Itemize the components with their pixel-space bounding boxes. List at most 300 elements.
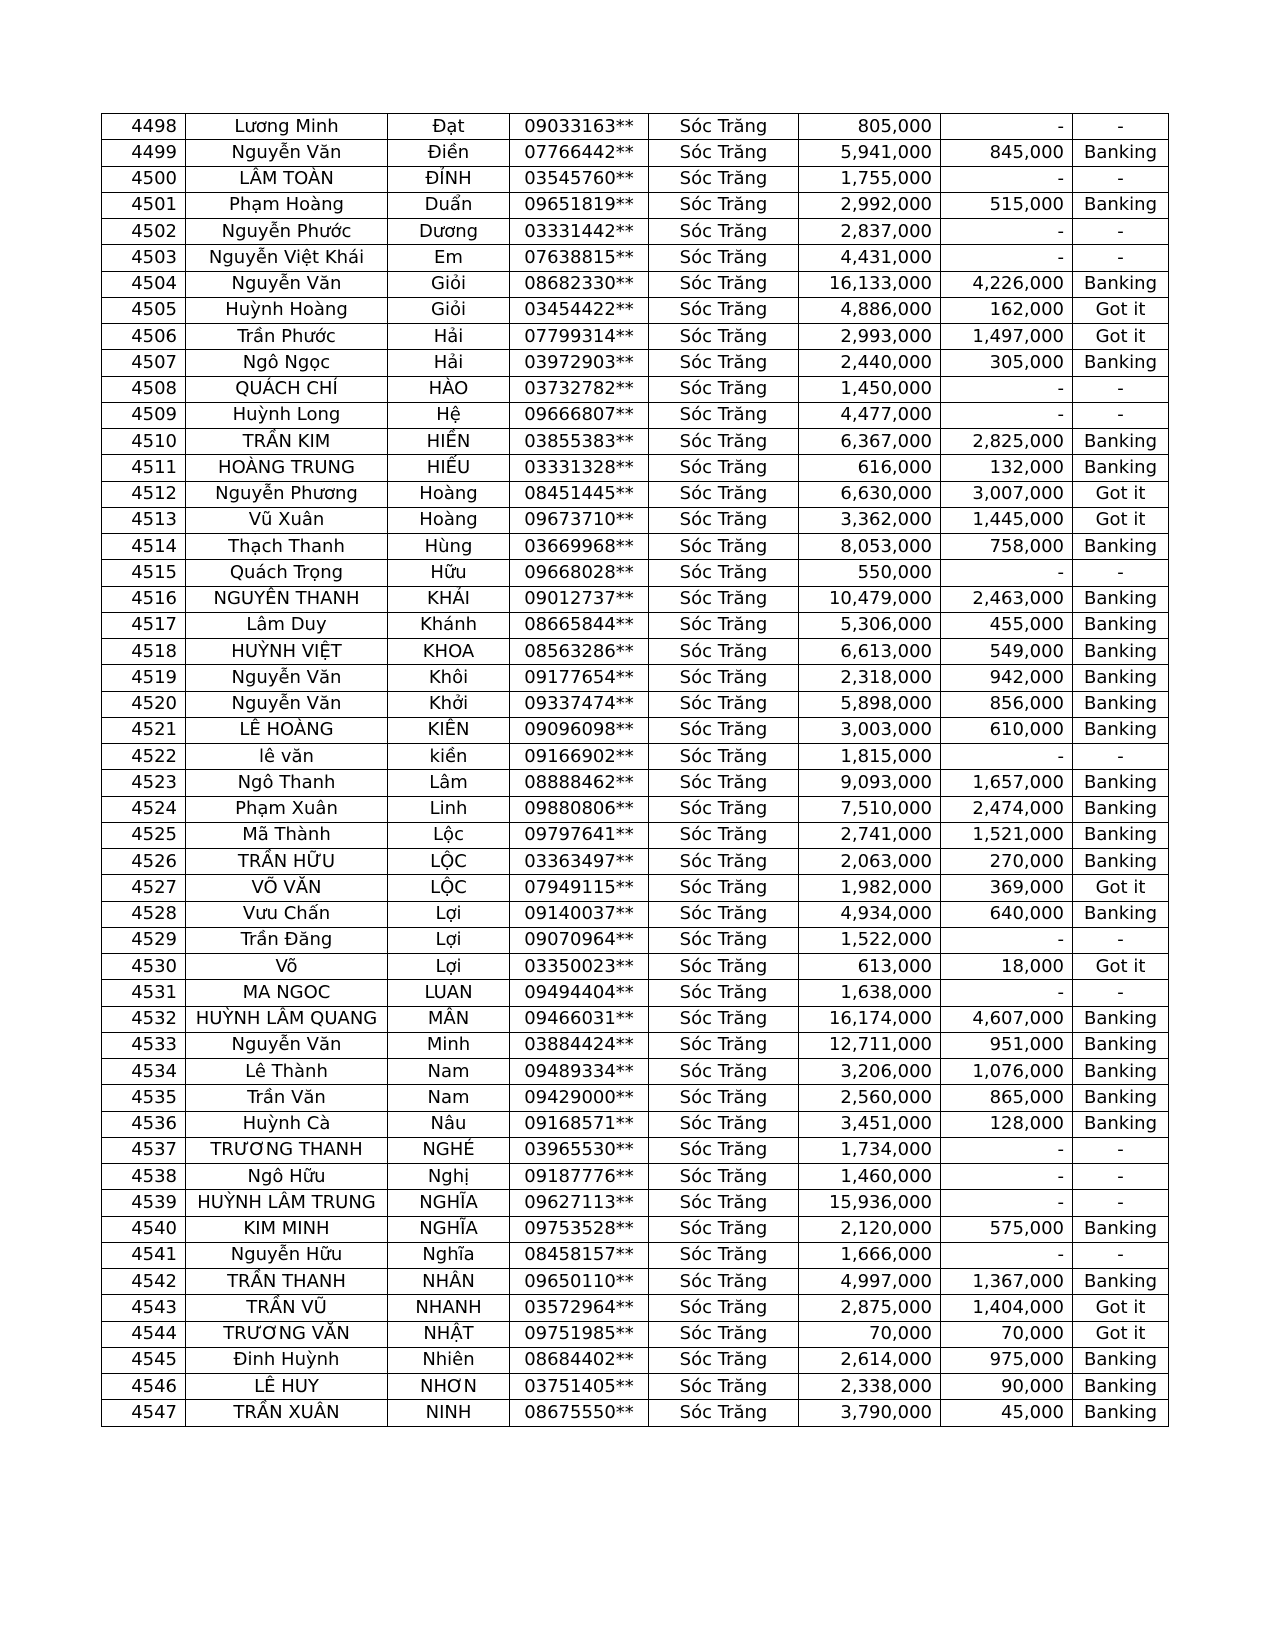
province-cell: Sóc Trăng: [649, 1006, 799, 1032]
last-name-cell: MẪN: [388, 1006, 510, 1032]
payment-method-cell: Banking: [1073, 639, 1169, 665]
total-amount-cell: 3,362,000: [799, 507, 941, 533]
paid-amount-cell: 4,607,000: [941, 1006, 1073, 1032]
last-name-cell: Lâm: [388, 770, 510, 796]
province-cell: Sóc Trăng: [649, 114, 799, 140]
first-name-cell: TRẦN KIM: [186, 429, 388, 455]
total-amount-cell: 2,120,000: [799, 1216, 941, 1242]
payment-method-cell: Got it: [1073, 954, 1169, 980]
table-row: [102, 1190, 1169, 1216]
row-number-cell: 4525: [102, 822, 186, 848]
first-name-cell: Quách Trọng: [186, 560, 388, 586]
phone-cell: 09650110**: [510, 1269, 649, 1295]
payment-method-cell: Got it: [1073, 297, 1169, 323]
row-number-cell: 4509: [102, 402, 186, 428]
province-cell: Sóc Trăng: [649, 166, 799, 192]
table-row: [102, 1059, 1169, 1085]
province-cell: Sóc Trăng: [649, 402, 799, 428]
last-name-cell: Điền: [388, 140, 510, 166]
total-amount-cell: 7,510,000: [799, 796, 941, 822]
payment-method-cell: Banking: [1073, 271, 1169, 297]
last-name-cell: Linh: [388, 796, 510, 822]
last-name-cell: NHƠN: [388, 1374, 510, 1400]
table-row: [102, 1374, 1169, 1400]
province-cell: Sóc Trăng: [649, 1400, 799, 1426]
phone-cell: 07799314**: [510, 324, 649, 350]
payment-method-cell: Banking: [1073, 429, 1169, 455]
paid-amount-cell: -: [941, 376, 1073, 402]
phone-cell: 03972903**: [510, 350, 649, 376]
data-table: [101, 113, 1169, 1427]
row-number-cell: 4534: [102, 1059, 186, 1085]
paid-amount-cell: 1,445,000: [941, 507, 1073, 533]
province-cell: Sóc Trăng: [649, 639, 799, 665]
total-amount-cell: 3,003,000: [799, 717, 941, 743]
table-row: [102, 849, 1169, 875]
province-cell: Sóc Trăng: [649, 586, 799, 612]
total-amount-cell: 4,477,000: [799, 402, 941, 428]
paid-amount-cell: -: [941, 114, 1073, 140]
last-name-cell: Lợi: [388, 901, 510, 927]
row-number-cell: 4543: [102, 1295, 186, 1321]
paid-amount-cell: -: [941, 980, 1073, 1006]
province-cell: Sóc Trăng: [649, 849, 799, 875]
first-name-cell: TRƯƠNG THANH: [186, 1137, 388, 1163]
last-name-cell: KIÊN: [388, 717, 510, 743]
province-cell: Sóc Trăng: [649, 560, 799, 586]
phone-cell: 09429000**: [510, 1085, 649, 1111]
payment-method-cell: -: [1073, 114, 1169, 140]
province-cell: Sóc Trăng: [649, 429, 799, 455]
paid-amount-cell: 1,404,000: [941, 1295, 1073, 1321]
first-name-cell: Trần Văn: [186, 1085, 388, 1111]
total-amount-cell: 1,982,000: [799, 875, 941, 901]
paid-amount-cell: 45,000: [941, 1400, 1073, 1426]
table-row: [102, 822, 1169, 848]
first-name-cell: KIM MINH: [186, 1216, 388, 1242]
phone-cell: 09070964**: [510, 927, 649, 953]
total-amount-cell: 9,093,000: [799, 770, 941, 796]
phone-cell: 03572964**: [510, 1295, 649, 1321]
row-number-cell: 4537: [102, 1137, 186, 1163]
paid-amount-cell: 610,000: [941, 717, 1073, 743]
paid-amount-cell: 455,000: [941, 612, 1073, 638]
province-cell: Sóc Trăng: [649, 350, 799, 376]
payment-method-cell: Banking: [1073, 770, 1169, 796]
phone-cell: 03331328**: [510, 455, 649, 481]
row-number-cell: 4511: [102, 455, 186, 481]
province-cell: Sóc Trăng: [649, 534, 799, 560]
phone-cell: 08563286**: [510, 639, 649, 665]
row-number-cell: 4535: [102, 1085, 186, 1111]
phone-cell: 09140037**: [510, 901, 649, 927]
last-name-cell: Nhiên: [388, 1347, 510, 1373]
payment-method-cell: -: [1073, 1137, 1169, 1163]
last-name-cell: LUAN: [388, 980, 510, 1006]
payment-method-cell: Banking: [1073, 612, 1169, 638]
paid-amount-cell: 1,657,000: [941, 770, 1073, 796]
phone-cell: 07638815**: [510, 245, 649, 271]
paid-amount-cell: 845,000: [941, 140, 1073, 166]
province-cell: Sóc Trăng: [649, 875, 799, 901]
first-name-cell: QUÁCH CHÍ: [186, 376, 388, 402]
last-name-cell: Hải: [388, 324, 510, 350]
table-row: [102, 744, 1169, 770]
first-name-cell: TRẦN THANH: [186, 1269, 388, 1295]
province-cell: Sóc Trăng: [649, 717, 799, 743]
last-name-cell: Minh: [388, 1032, 510, 1058]
first-name-cell: Đinh Huỳnh: [186, 1347, 388, 1373]
paid-amount-cell: 1,076,000: [941, 1059, 1073, 1085]
last-name-cell: LỘC: [388, 875, 510, 901]
paid-amount-cell: 128,000: [941, 1111, 1073, 1137]
row-number-cell: 4529: [102, 927, 186, 953]
table-row: [102, 665, 1169, 691]
row-number-cell: 4502: [102, 219, 186, 245]
payment-method-cell: Got it: [1073, 324, 1169, 350]
first-name-cell: LÂM TOÀN: [186, 166, 388, 192]
payment-method-cell: Banking: [1073, 586, 1169, 612]
last-name-cell: KHOA: [388, 639, 510, 665]
payment-method-cell: Banking: [1073, 455, 1169, 481]
row-number-cell: 4510: [102, 429, 186, 455]
first-name-cell: HUỲNH LÂM TRUNG: [186, 1190, 388, 1216]
paid-amount-cell: 2,825,000: [941, 429, 1073, 455]
total-amount-cell: 4,431,000: [799, 245, 941, 271]
phone-cell: 03855383**: [510, 429, 649, 455]
last-name-cell: Khởi: [388, 691, 510, 717]
payment-method-cell: Banking: [1073, 901, 1169, 927]
table-row: [102, 586, 1169, 612]
phone-cell: 09177654**: [510, 665, 649, 691]
last-name-cell: Khôi: [388, 665, 510, 691]
last-name-cell: Đạt: [388, 114, 510, 140]
total-amount-cell: 16,133,000: [799, 271, 941, 297]
first-name-cell: Trần Đăng: [186, 927, 388, 953]
total-amount-cell: 2,614,000: [799, 1347, 941, 1373]
payment-method-cell: Banking: [1073, 1269, 1169, 1295]
province-cell: Sóc Trăng: [649, 927, 799, 953]
payment-method-cell: Banking: [1073, 1059, 1169, 1085]
first-name-cell: Lương Minh: [186, 114, 388, 140]
row-number-cell: 4521: [102, 717, 186, 743]
first-name-cell: TRƯƠNG VĂN: [186, 1321, 388, 1347]
paid-amount-cell: 132,000: [941, 455, 1073, 481]
row-number-cell: 4522: [102, 744, 186, 770]
total-amount-cell: 2,063,000: [799, 849, 941, 875]
paid-amount-cell: 951,000: [941, 1032, 1073, 1058]
last-name-cell: Dương: [388, 219, 510, 245]
total-amount-cell: 4,997,000: [799, 1269, 941, 1295]
total-amount-cell: 1,815,000: [799, 744, 941, 770]
row-number-cell: 4504: [102, 271, 186, 297]
last-name-cell: Nghị: [388, 1164, 510, 1190]
table-row: [102, 717, 1169, 743]
table-row: [102, 1137, 1169, 1163]
phone-cell: 03884424**: [510, 1032, 649, 1058]
table-row: [102, 1295, 1169, 1321]
phone-cell: 09033163**: [510, 114, 649, 140]
phone-cell: 03965530**: [510, 1137, 649, 1163]
table-row: [102, 455, 1169, 481]
payment-method-cell: -: [1073, 402, 1169, 428]
first-name-cell: Nguyễn Phương: [186, 481, 388, 507]
row-number-cell: 4541: [102, 1242, 186, 1268]
table-row: [102, 376, 1169, 402]
last-name-cell: NHẬT: [388, 1321, 510, 1347]
table-row: [102, 980, 1169, 1006]
row-number-cell: 4508: [102, 376, 186, 402]
province-cell: Sóc Trăng: [649, 192, 799, 218]
total-amount-cell: 1,522,000: [799, 927, 941, 953]
last-name-cell: Lợi: [388, 927, 510, 953]
phone-cell: 09166902**: [510, 744, 649, 770]
phone-cell: 09337474**: [510, 691, 649, 717]
first-name-cell: Mã Thành: [186, 822, 388, 848]
row-number-cell: 4546: [102, 1374, 186, 1400]
phone-cell: 09489334**: [510, 1059, 649, 1085]
paid-amount-cell: 1,497,000: [941, 324, 1073, 350]
row-number-cell: 4520: [102, 691, 186, 717]
paid-amount-cell: -: [941, 166, 1073, 192]
phone-cell: 09880806**: [510, 796, 649, 822]
payment-method-cell: -: [1073, 1164, 1169, 1190]
last-name-cell: Giỏi: [388, 297, 510, 323]
first-name-cell: Ngô Ngọc: [186, 350, 388, 376]
payment-method-cell: -: [1073, 980, 1169, 1006]
province-cell: Sóc Trăng: [649, 1347, 799, 1373]
last-name-cell: Nam: [388, 1059, 510, 1085]
province-cell: Sóc Trăng: [649, 1164, 799, 1190]
row-number-cell: 4545: [102, 1347, 186, 1373]
row-number-cell: 4513: [102, 507, 186, 533]
payment-method-cell: Got it: [1073, 507, 1169, 533]
first-name-cell: Lâm Duy: [186, 612, 388, 638]
payment-method-cell: Banking: [1073, 665, 1169, 691]
payment-method-cell: Got it: [1073, 875, 1169, 901]
row-number-cell: 4498: [102, 114, 186, 140]
province-cell: Sóc Trăng: [649, 980, 799, 1006]
total-amount-cell: 550,000: [799, 560, 941, 586]
first-name-cell: HOÀNG TRUNG: [186, 455, 388, 481]
first-name-cell: Nguyễn Văn: [186, 691, 388, 717]
paid-amount-cell: 515,000: [941, 192, 1073, 218]
total-amount-cell: 2,318,000: [799, 665, 941, 691]
row-number-cell: 4528: [102, 901, 186, 927]
province-cell: Sóc Trăng: [649, 1216, 799, 1242]
first-name-cell: Thạch Thanh: [186, 534, 388, 560]
last-name-cell: Hùng: [388, 534, 510, 560]
row-number-cell: 4526: [102, 849, 186, 875]
table-row: [102, 1216, 1169, 1242]
payment-method-cell: -: [1073, 245, 1169, 271]
paid-amount-cell: 369,000: [941, 875, 1073, 901]
last-name-cell: NHÂN: [388, 1269, 510, 1295]
paid-amount-cell: 18,000: [941, 954, 1073, 980]
first-name-cell: Nguyễn Việt Khái: [186, 245, 388, 271]
payment-method-cell: Banking: [1073, 1111, 1169, 1137]
province-cell: Sóc Trăng: [649, 796, 799, 822]
paid-amount-cell: 856,000: [941, 691, 1073, 717]
province-cell: Sóc Trăng: [649, 1242, 799, 1268]
total-amount-cell: 2,741,000: [799, 822, 941, 848]
payment-method-cell: Banking: [1073, 534, 1169, 560]
table-row: [102, 1400, 1169, 1426]
last-name-cell: NINH: [388, 1400, 510, 1426]
row-number-cell: 4539: [102, 1190, 186, 1216]
total-amount-cell: 2,440,000: [799, 350, 941, 376]
payment-method-cell: -: [1073, 927, 1169, 953]
first-name-cell: HUỲNH LÂM QUANG: [186, 1006, 388, 1032]
row-number-cell: 4519: [102, 665, 186, 691]
paid-amount-cell: 865,000: [941, 1085, 1073, 1111]
first-name-cell: LÊ HUY: [186, 1374, 388, 1400]
phone-cell: 03350023**: [510, 954, 649, 980]
first-name-cell: Huỳnh Long: [186, 402, 388, 428]
first-name-cell: Ngô Hữu: [186, 1164, 388, 1190]
paid-amount-cell: -: [941, 927, 1073, 953]
province-cell: Sóc Trăng: [649, 376, 799, 402]
table-row: [102, 875, 1169, 901]
table-row: [102, 954, 1169, 980]
payment-method-cell: Got it: [1073, 1321, 1169, 1347]
phone-cell: 09466031**: [510, 1006, 649, 1032]
phone-cell: 03751405**: [510, 1374, 649, 1400]
province-cell: Sóc Trăng: [649, 1059, 799, 1085]
phone-cell: 03545760**: [510, 166, 649, 192]
total-amount-cell: 5,941,000: [799, 140, 941, 166]
table-row: [102, 691, 1169, 717]
province-cell: Sóc Trăng: [649, 822, 799, 848]
table-row: [102, 271, 1169, 297]
last-name-cell: Duẩn: [388, 192, 510, 218]
paid-amount-cell: 2,463,000: [941, 586, 1073, 612]
first-name-cell: Nguyễn Hữu: [186, 1242, 388, 1268]
phone-cell: 09627113**: [510, 1190, 649, 1216]
phone-cell: 09666807**: [510, 402, 649, 428]
phone-cell: 09168571**: [510, 1111, 649, 1137]
table-row: [102, 114, 1169, 140]
row-number-cell: 4515: [102, 560, 186, 586]
payment-method-cell: -: [1073, 744, 1169, 770]
paid-amount-cell: 975,000: [941, 1347, 1073, 1373]
table-row: [102, 324, 1169, 350]
row-number-cell: 4501: [102, 192, 186, 218]
first-name-cell: MA NGOC: [186, 980, 388, 1006]
row-number-cell: 4507: [102, 350, 186, 376]
province-cell: Sóc Trăng: [649, 507, 799, 533]
row-number-cell: 4512: [102, 481, 186, 507]
last-name-cell: NGHĨA: [388, 1190, 510, 1216]
last-name-cell: Lợi: [388, 954, 510, 980]
total-amount-cell: 2,875,000: [799, 1295, 941, 1321]
province-cell: Sóc Trăng: [649, 1295, 799, 1321]
table-row: [102, 770, 1169, 796]
payment-method-cell: Banking: [1073, 1085, 1169, 1111]
row-number-cell: 4506: [102, 324, 186, 350]
total-amount-cell: 6,613,000: [799, 639, 941, 665]
paid-amount-cell: -: [941, 245, 1073, 271]
phone-cell: 08451445**: [510, 481, 649, 507]
payment-method-cell: Banking: [1073, 140, 1169, 166]
last-name-cell: NGHÉ: [388, 1137, 510, 1163]
paid-amount-cell: 162,000: [941, 297, 1073, 323]
phone-cell: 09673710**: [510, 507, 649, 533]
province-cell: Sóc Trăng: [649, 219, 799, 245]
total-amount-cell: 15,936,000: [799, 1190, 941, 1216]
table-row: [102, 901, 1169, 927]
paid-amount-cell: -: [941, 219, 1073, 245]
last-name-cell: Lộc: [388, 822, 510, 848]
last-name-cell: Em: [388, 245, 510, 271]
paid-amount-cell: 575,000: [941, 1216, 1073, 1242]
last-name-cell: Hữu: [388, 560, 510, 586]
table-row: [102, 1347, 1169, 1373]
phone-cell: 08682330**: [510, 271, 649, 297]
total-amount-cell: 3,790,000: [799, 1400, 941, 1426]
table-row: [102, 245, 1169, 271]
payment-method-cell: Banking: [1073, 1400, 1169, 1426]
total-amount-cell: 613,000: [799, 954, 941, 980]
total-amount-cell: 2,338,000: [799, 1374, 941, 1400]
table-row: [102, 612, 1169, 638]
last-name-cell: Nâu: [388, 1111, 510, 1137]
first-name-cell: Huỳnh Cà: [186, 1111, 388, 1137]
province-cell: Sóc Trăng: [649, 1032, 799, 1058]
table-row: [102, 534, 1169, 560]
row-number-cell: 4500: [102, 166, 186, 192]
first-name-cell: Phạm Hoàng: [186, 192, 388, 218]
paid-amount-cell: 549,000: [941, 639, 1073, 665]
province-cell: Sóc Trăng: [649, 245, 799, 271]
paid-amount-cell: -: [941, 402, 1073, 428]
row-number-cell: 4538: [102, 1164, 186, 1190]
province-cell: Sóc Trăng: [649, 901, 799, 927]
phone-cell: 08458157**: [510, 1242, 649, 1268]
payment-method-cell: Banking: [1073, 1374, 1169, 1400]
payment-method-cell: -: [1073, 1190, 1169, 1216]
phone-cell: 03454422**: [510, 297, 649, 323]
province-cell: Sóc Trăng: [649, 1085, 799, 1111]
last-name-cell: Nam: [388, 1085, 510, 1111]
province-cell: Sóc Trăng: [649, 954, 799, 980]
row-number-cell: 4499: [102, 140, 186, 166]
first-name-cell: Vũ Xuân: [186, 507, 388, 533]
row-number-cell: 4533: [102, 1032, 186, 1058]
paid-amount-cell: 1,521,000: [941, 822, 1073, 848]
phone-cell: 08665844**: [510, 612, 649, 638]
province-cell: Sóc Trăng: [649, 770, 799, 796]
row-number-cell: 4542: [102, 1269, 186, 1295]
last-name-cell: KHẢI: [388, 586, 510, 612]
first-name-cell: Phạm Xuân: [186, 796, 388, 822]
payment-method-cell: Banking: [1073, 350, 1169, 376]
phone-cell: 09494404**: [510, 980, 649, 1006]
phone-cell: 07949115**: [510, 875, 649, 901]
province-cell: Sóc Trăng: [649, 744, 799, 770]
phone-cell: 09651819**: [510, 192, 649, 218]
paid-amount-cell: 270,000: [941, 849, 1073, 875]
last-name-cell: Hải: [388, 350, 510, 376]
total-amount-cell: 2,560,000: [799, 1085, 941, 1111]
phone-cell: 03363497**: [510, 849, 649, 875]
row-number-cell: 4536: [102, 1111, 186, 1137]
paid-amount-cell: -: [941, 560, 1073, 586]
paid-amount-cell: -: [941, 1164, 1073, 1190]
phone-cell: 09187776**: [510, 1164, 649, 1190]
total-amount-cell: 12,711,000: [799, 1032, 941, 1058]
first-name-cell: NGUYỄN THANH: [186, 586, 388, 612]
